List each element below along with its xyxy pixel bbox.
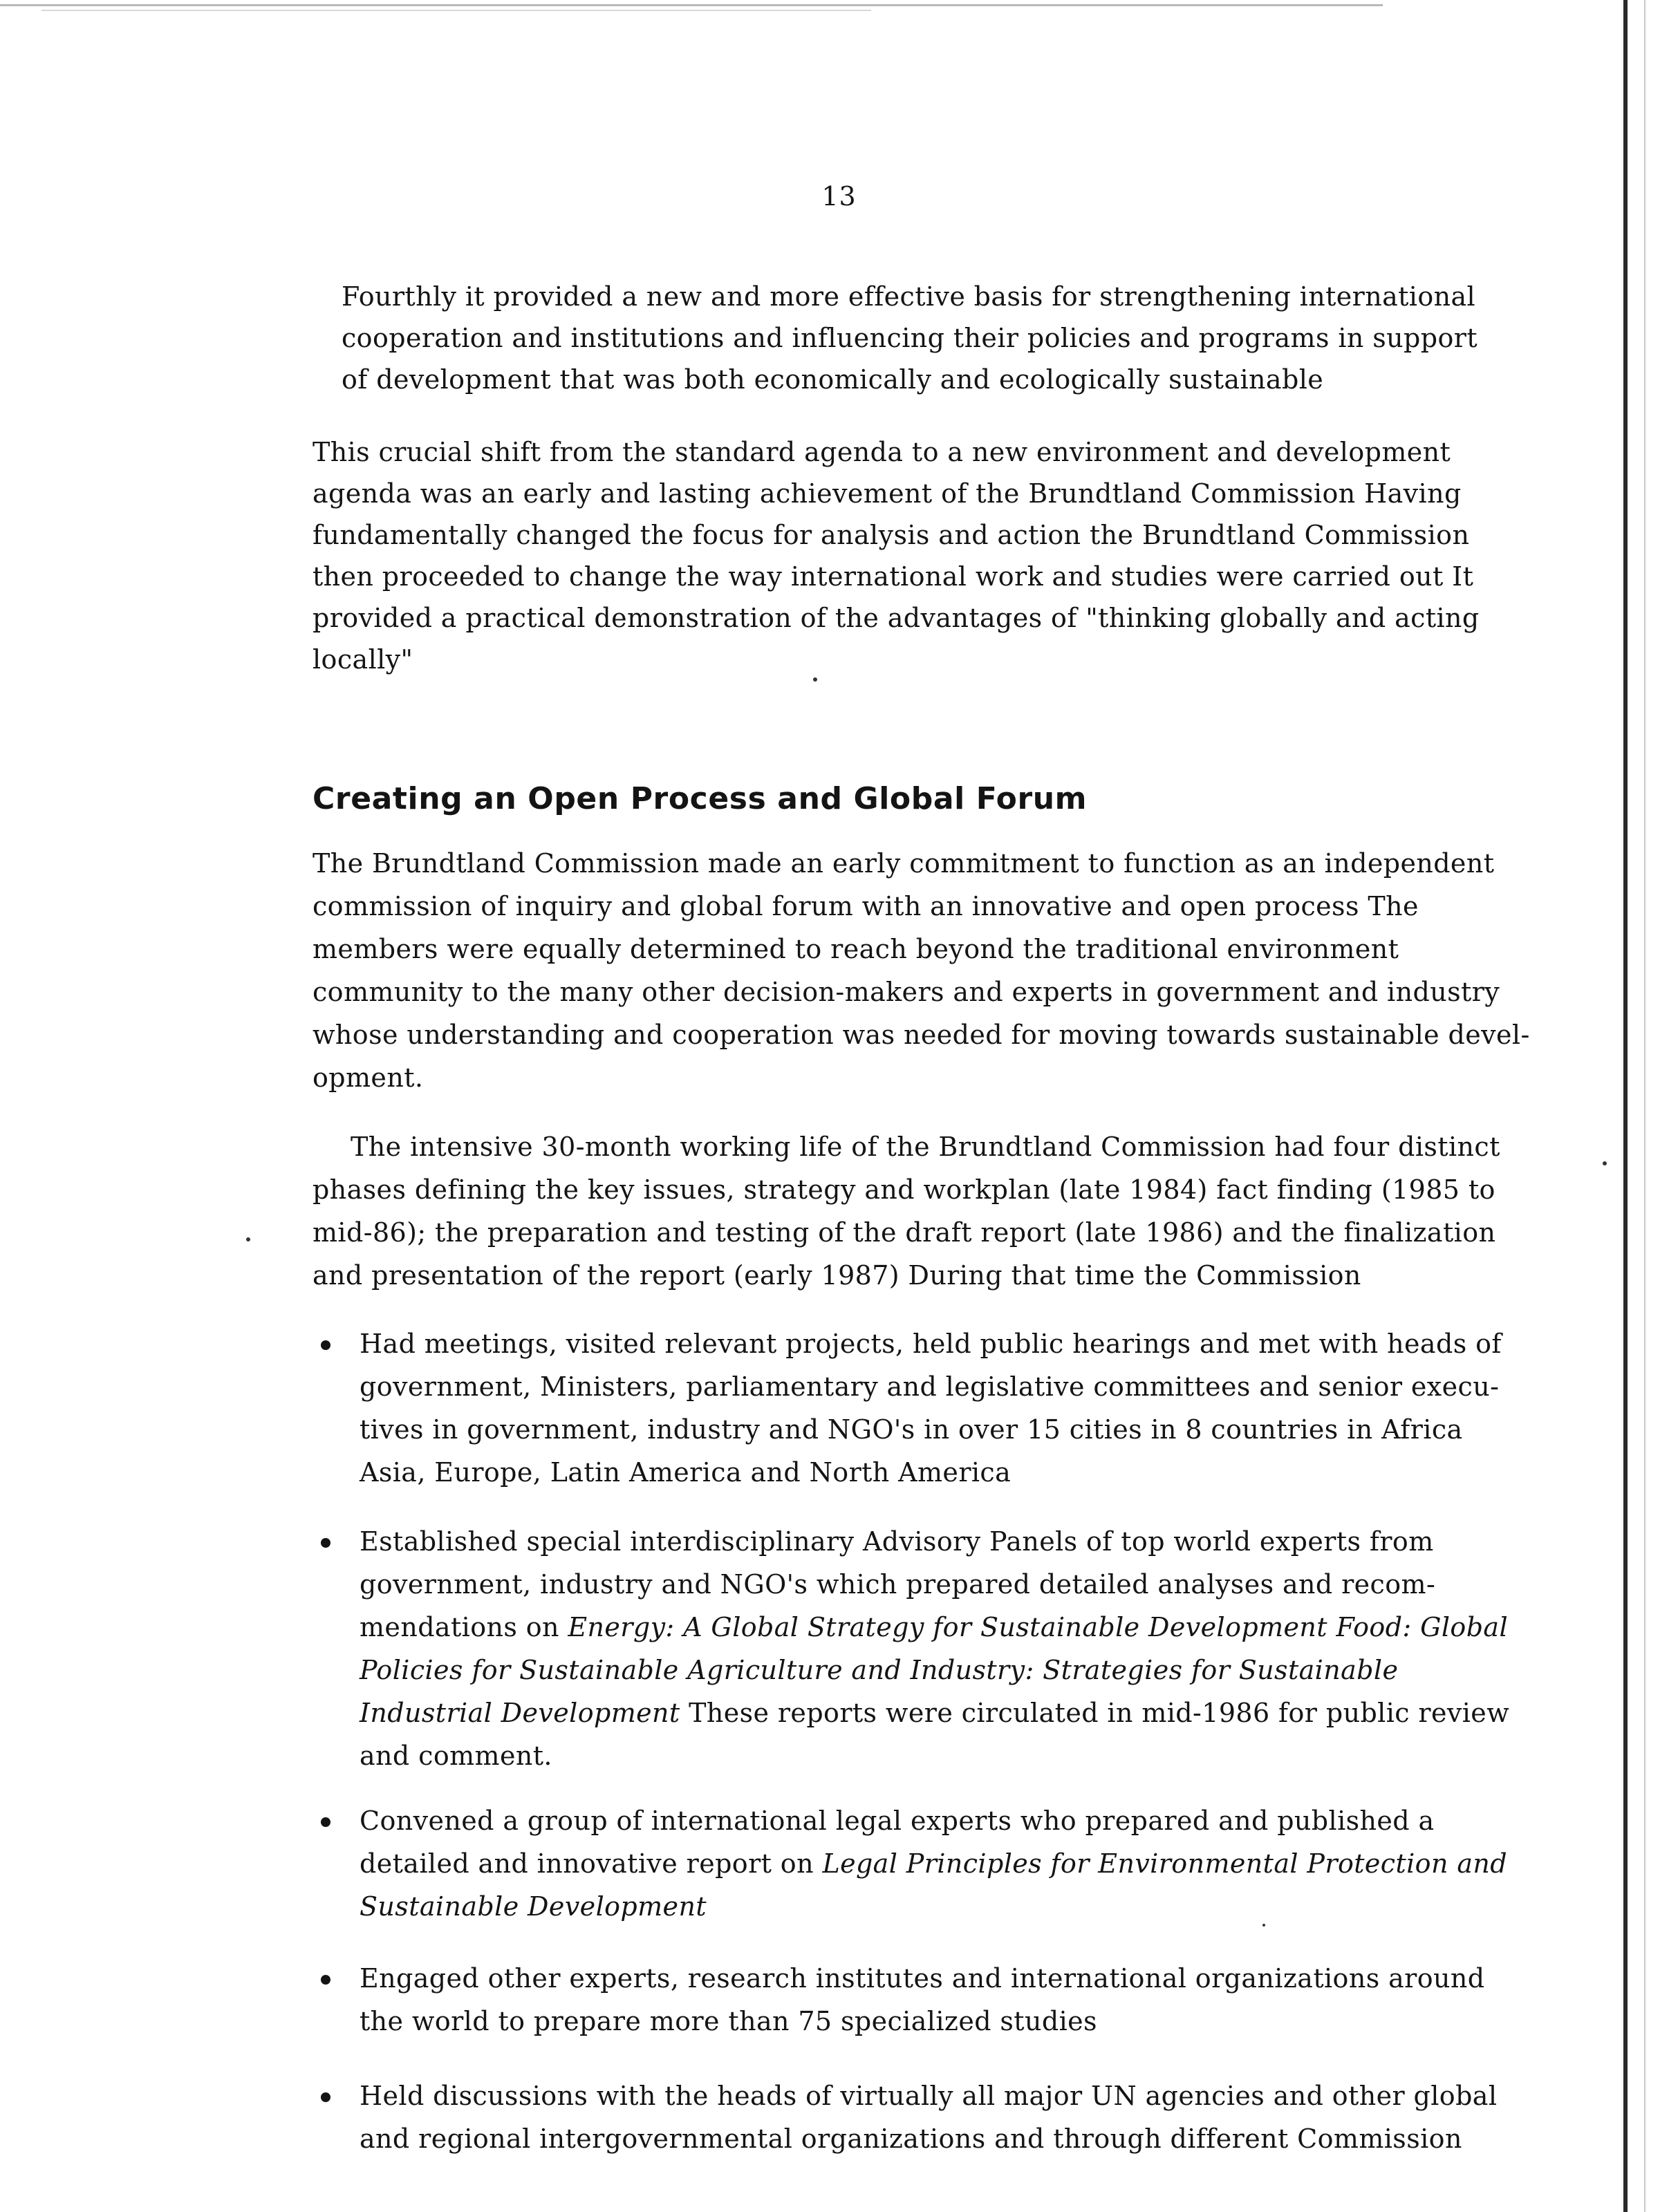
text-line: The intensive 30-month working life of the Brundtland Commission had four distinct xyxy=(351,1132,1500,1162)
text-line: commission of inquiry and global forum with an innovative and open process The xyxy=(313,891,1419,921)
text-line: the world to prepare more than 75 specialized studies xyxy=(360,2006,1097,2036)
text-line: cooperation and institutions and influencing their policies and programs in support xyxy=(342,323,1477,353)
text-line: then proceeded to change the way international work and studies were carried out It xyxy=(313,561,1474,592)
bullet-icon xyxy=(321,1975,330,1985)
scan-artifact-right-edge xyxy=(1623,0,1628,2212)
text-line: Engaged other experts, research institutes and international organizations around xyxy=(360,1963,1485,1994)
text-line: This crucial shift from the standard agenda to a new environment and development xyxy=(313,437,1451,467)
text-line: and comment. xyxy=(360,1741,552,1771)
text-line: Established special interdisciplinary Advisory Panels of top world experts from xyxy=(360,1526,1434,1557)
text-line: phases defining the key issues, strategy and workplan (late 1984) fact finding (1985 to xyxy=(313,1174,1495,1205)
text-line: and regional intergovernmental organizations and through different Commission xyxy=(360,2124,1462,2154)
report-title: Legal Principles for Environmental Protection and xyxy=(822,1848,1507,1879)
text-line: The Brundtland Commission made an early commitment to function as an independent xyxy=(313,848,1495,879)
scan-speck xyxy=(1262,1924,1265,1927)
text-line: opment. xyxy=(313,1062,424,1093)
text-line xyxy=(360,1657,1398,1683)
text-line: Asia, Europe, Latin America and North America xyxy=(360,1457,1012,1488)
text-span: These reports were circulated in mid-1986 for public review xyxy=(680,1698,1510,1728)
text-line: government, Ministers, parliamentary and legislative committees and senior execu- xyxy=(360,1371,1500,1402)
page-number: 13 xyxy=(821,181,857,212)
text-line: of development that was both economically and ecologically sustainable xyxy=(342,364,1324,395)
report-title: Energy: A Global Strategy for Sustainable Development Food: Global xyxy=(568,1612,1509,1642)
text-line: Convened a group of international legal experts who prepared and published a xyxy=(360,1806,1435,1836)
scan-speck xyxy=(1603,1161,1607,1165)
text-line: Had meetings, visited relevant projects, held public hearings and met with heads of xyxy=(360,1329,1502,1359)
text-line: Fourthly it provided a new and more effective basis for strengthening international xyxy=(342,281,1476,312)
text-line: members were equally determined to reach beyond the traditional environment xyxy=(313,934,1399,964)
text-line xyxy=(360,1614,1508,1640)
text-line: mid-86); the preparation and testing of the draft report (late 1986) and the finalization xyxy=(313,1217,1496,1248)
scan-speck xyxy=(813,677,817,682)
bullet-icon xyxy=(321,1817,330,1827)
text-line: fundamentally changed the focus for analysis and action the Brundtland Commission xyxy=(313,520,1470,550)
bullet-icon xyxy=(321,2092,330,2102)
bullet-icon xyxy=(321,1538,330,1548)
text-line xyxy=(360,1893,707,1920)
scan-artifact-top xyxy=(0,4,1383,6)
text-line: Held discussions with the heads of virtually all major UN agencies and other global xyxy=(360,2081,1498,2111)
text-line: government, industry and NGO's which prepared detailed analyses and recom- xyxy=(360,1569,1436,1600)
text-span: detailed and innovative report on xyxy=(360,1848,823,1879)
report-title: Policies for Sustainable Agriculture and Industry: Strategies for Sustainable xyxy=(360,1655,1399,1685)
text-line xyxy=(360,1700,1509,1726)
report-title: Industrial Development xyxy=(360,1698,680,1728)
text-line: locally" xyxy=(313,644,413,675)
report-title: Sustainable Development xyxy=(360,1891,707,1922)
text-line: and presentation of the report (early 1987) During that time the Commission xyxy=(313,1260,1361,1291)
text-line: provided a practical demonstration of the advantages of "thinking globally and acting xyxy=(313,603,1480,633)
text-span: mendations on xyxy=(360,1612,568,1642)
text-line: community to the many other decision-makers and experts in government and industry xyxy=(313,977,1500,1007)
scan-artifact-top-faint xyxy=(41,10,871,11)
scan-artifact-right-edge-faint xyxy=(1644,0,1646,2212)
text-line: whose understanding and cooperation was needed for moving towards sustainable devel- xyxy=(313,1020,1530,1050)
text-line: agenda was an early and lasting achievement of the Brundtland Commission Having xyxy=(313,478,1462,509)
scan-speck xyxy=(246,1237,250,1241)
text-line: tives in government, industry and NGO's in over 15 cities in 8 countries in Africa xyxy=(360,1414,1463,1445)
bullet-icon xyxy=(321,1340,330,1350)
section-heading: Creating an Open Process and Global Forum xyxy=(313,781,1088,816)
text-line xyxy=(360,1850,1507,1877)
